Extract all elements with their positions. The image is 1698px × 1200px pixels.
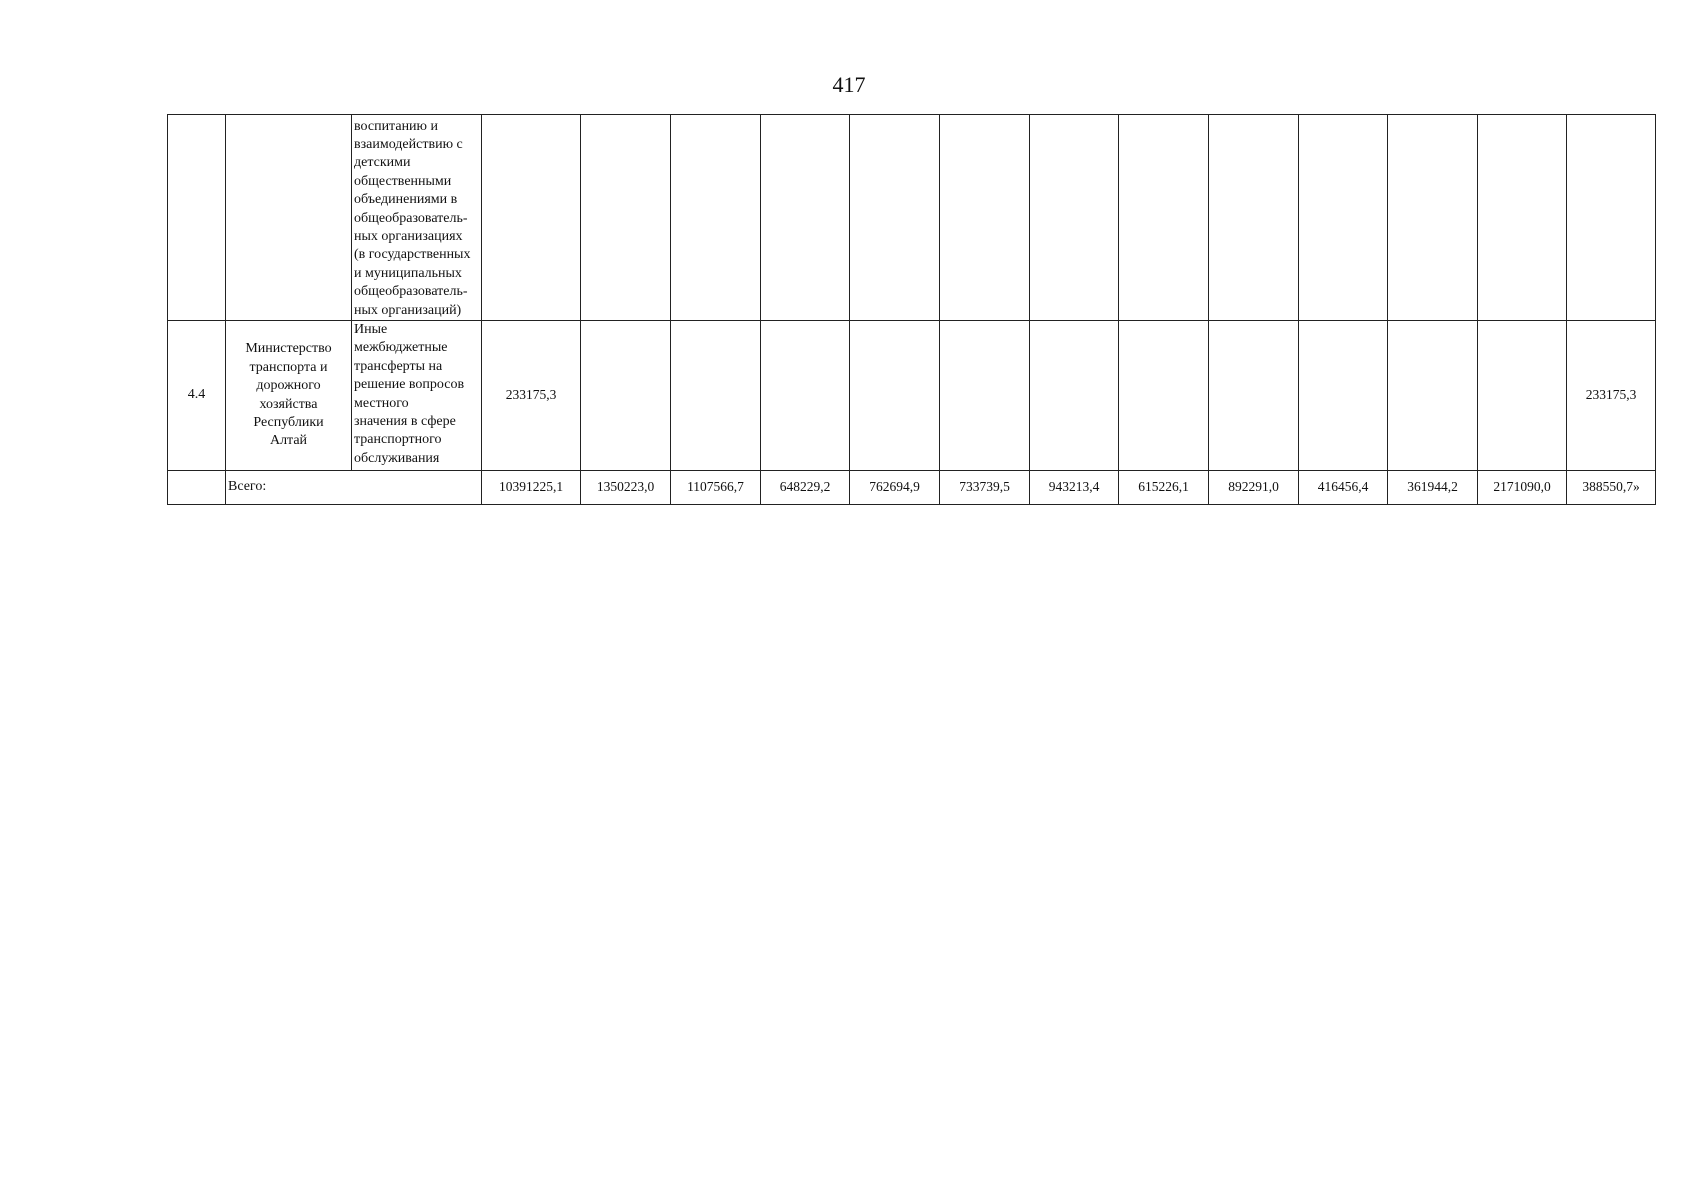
total-value-cell: 733739,5 xyxy=(940,471,1030,505)
value-cell xyxy=(671,321,761,471)
description-cell xyxy=(352,115,482,321)
total-value-cell: 2171090,0 xyxy=(1478,471,1567,505)
total-value-cell: 361944,2 xyxy=(1388,471,1478,505)
total-value-cell: 388550,7» xyxy=(1567,471,1656,505)
description-cell xyxy=(352,321,482,471)
value-cell xyxy=(1299,321,1388,471)
organization-cell xyxy=(226,115,352,321)
description-line: (в государственных xyxy=(354,247,471,263)
description-line: трансферты на xyxy=(354,358,443,374)
description-line: воспитанию и xyxy=(354,118,438,134)
description-line: решение вопросов xyxy=(354,377,465,393)
value-cell xyxy=(1388,321,1478,471)
value-cell xyxy=(761,115,850,321)
description-line: ных организаций) xyxy=(354,302,462,318)
page-number: 417 xyxy=(832,72,866,97)
value-cell xyxy=(482,115,581,321)
organization-line: транспорта и xyxy=(249,359,328,375)
organization-line: Республики xyxy=(253,414,324,430)
value-cell: 233175,3 xyxy=(1567,321,1656,471)
description-line: взаимодействию с xyxy=(354,136,463,152)
value-cell xyxy=(1030,321,1119,471)
row-number-cell: 4.4 xyxy=(168,321,226,471)
description-line: значения в сфере xyxy=(354,414,456,430)
description-line: объединениями в xyxy=(354,192,458,208)
table-row xyxy=(168,321,1656,471)
description-line: и муниципальных xyxy=(354,265,462,281)
value-cell xyxy=(1299,115,1388,321)
total-label: Всего: xyxy=(226,471,482,505)
total-value-cell: 762694,9 xyxy=(850,471,940,505)
value-cell xyxy=(581,321,671,471)
value-cell: 233175,3 xyxy=(482,321,581,471)
description-line: межбюджетные xyxy=(354,340,448,356)
total-value-cell: 892291,0 xyxy=(1209,471,1299,505)
value-cell xyxy=(581,115,671,321)
description-line: транспортного xyxy=(354,432,442,448)
total-value-cell: 10391225,1 xyxy=(482,471,581,505)
total-value-cell: 615226,1 xyxy=(1119,471,1209,505)
value-cell xyxy=(671,115,761,321)
value-cell xyxy=(1209,115,1299,321)
value-cell xyxy=(1209,321,1299,471)
value-cell xyxy=(940,115,1030,321)
total-value-cell: 1350223,0 xyxy=(581,471,671,505)
total-empty-cell xyxy=(168,471,226,505)
value-cell xyxy=(1567,115,1656,321)
value-cell xyxy=(850,321,940,471)
description-line: общественными xyxy=(354,173,452,189)
description-line: общеобразователь- xyxy=(354,284,468,300)
description-line: Иные xyxy=(354,322,388,337)
value-cell xyxy=(1030,115,1119,321)
organization-cell xyxy=(226,321,352,471)
value-cell xyxy=(1388,115,1478,321)
table-row xyxy=(168,115,1656,321)
organization-line: Министерство xyxy=(245,341,332,357)
value-cell xyxy=(761,321,850,471)
description-line: детскими xyxy=(354,155,411,171)
description-line: местного xyxy=(354,395,409,411)
value-cell xyxy=(850,115,940,321)
organization-line: хозяйства xyxy=(259,396,318,412)
organization-line: дорожного xyxy=(256,378,321,394)
value-cell xyxy=(1478,115,1567,321)
value-cell xyxy=(940,321,1030,471)
description-line: ных организациях xyxy=(354,228,463,244)
value-cell xyxy=(1478,321,1567,471)
value-cell xyxy=(1119,321,1209,471)
description-line: общеобразователь- xyxy=(354,210,468,226)
description-line: обслуживания xyxy=(354,450,440,466)
value-cell xyxy=(1119,115,1209,321)
organization-line: Алтай xyxy=(269,433,308,449)
budget-table xyxy=(167,114,1656,505)
row-number-cell xyxy=(168,115,226,321)
total-value-cell: 1107566,7 xyxy=(671,471,761,505)
total-row xyxy=(168,471,1656,505)
total-value-cell: 943213,4 xyxy=(1030,471,1119,505)
total-value-cell: 648229,2 xyxy=(761,471,850,505)
total-value-cell: 416456,4 xyxy=(1299,471,1388,505)
